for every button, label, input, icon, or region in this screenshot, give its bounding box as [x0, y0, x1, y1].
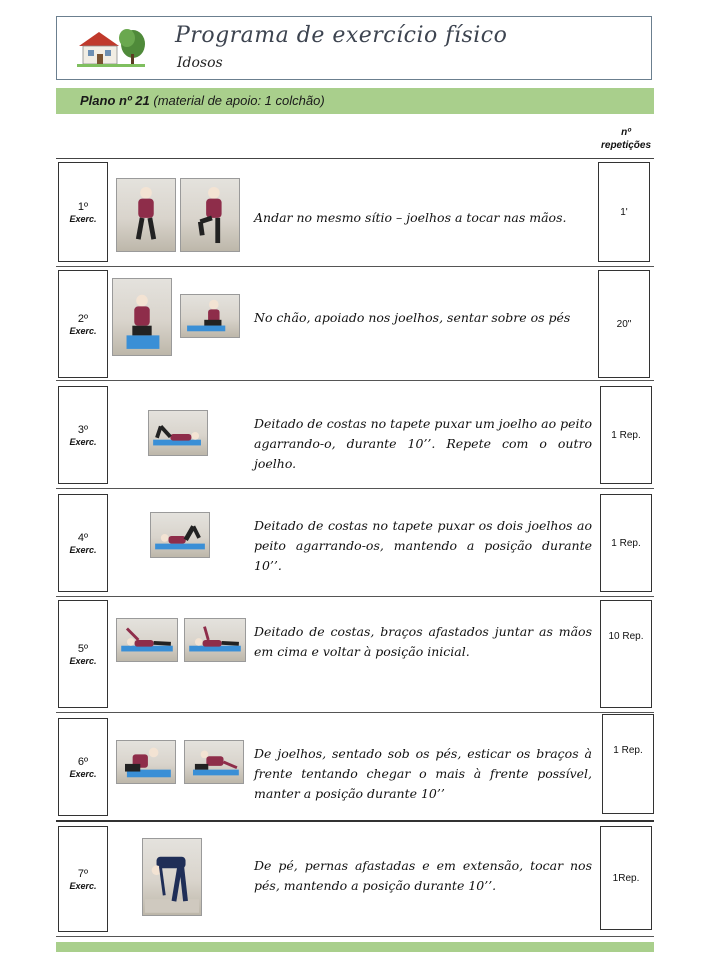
- exercise-number-box: [58, 600, 108, 708]
- reps-header-line2: repetições: [600, 140, 652, 151]
- row-divider: [56, 820, 654, 822]
- exercise-reps: 1': [598, 162, 650, 262]
- person-kneel-stretch-photo: [116, 740, 176, 784]
- person-lying-knees-photo: [150, 512, 210, 558]
- document-subtitle: Idosos: [177, 55, 223, 71]
- exercise-number-box: [58, 162, 108, 262]
- document-title: Programa de exercício físico: [175, 23, 508, 48]
- exercise-number: 6º: [77, 755, 89, 768]
- house-logo-icon: [75, 24, 147, 72]
- exercise-description: Deitado de costas, braços afastados juntar as mãos em cima e voltar à posição inicial.: [254, 624, 592, 659]
- table-top-rule: [56, 158, 654, 159]
- exercise-description: De pé, pernas afastadas e em extensão, tocar nos pés, mantendo a posição durante 10’’.: [254, 858, 592, 893]
- exercise-number: 7º: [77, 867, 89, 880]
- exercise-label: Exerc.: [69, 768, 97, 779]
- exercise-label: Exerc.: [69, 325, 97, 336]
- row-divider: [56, 266, 654, 267]
- exercise-number: 1º: [77, 200, 89, 213]
- exercise-reps: 20": [598, 270, 650, 378]
- exercise-description: Deitado de costas no tapete puxar um joelho ao peito agarrando-o, durante 10’’. Repete com o outro joelho.: [254, 416, 593, 471]
- exercise-number-box: [58, 386, 108, 484]
- exercise-number: 5º: [77, 642, 89, 655]
- exercise-label: Exerc.: [69, 544, 97, 555]
- header-box: [56, 16, 652, 80]
- person-sitting-heels-photo: [180, 294, 240, 338]
- person-lying-arms-up-photo: [184, 618, 246, 662]
- person-bending-photo: [142, 838, 202, 916]
- exercise-number: 4º: [77, 531, 89, 544]
- row-divider: [56, 712, 654, 713]
- exercise-number: 2º: [77, 312, 89, 325]
- exercise-description: Deitado de costas no tapete puxar os dois joelhos ao peito agarrando-os, mantendo a posição durante 10’’.: [254, 518, 592, 573]
- exercise-reps: 10 Rep.: [600, 600, 652, 708]
- person-marching-photo: [116, 178, 176, 252]
- exercise-description: No chão, apoiado nos joelhos, sentar sobre os pés: [254, 310, 571, 325]
- person-knee-raise-photo: [180, 178, 240, 252]
- reps-header-line1: nº: [621, 127, 631, 138]
- exercise-reps: 1 Rep.: [602, 714, 654, 814]
- exercise-label: Exerc.: [69, 655, 97, 666]
- row-divider: [56, 936, 654, 937]
- exercise-label: Exerc.: [69, 213, 97, 224]
- exercise-reps: 1Rep.: [600, 826, 652, 930]
- person-lying-knee-photo: [148, 410, 208, 456]
- row-divider: [56, 488, 654, 489]
- exercise-description: Andar no mesmo sítio – joelhos a tocar nas mãos.: [254, 210, 567, 225]
- plan-bar: [56, 88, 654, 114]
- exercise-number-box: [58, 718, 108, 816]
- exercise-description: De joelhos, sentado sob os pés, esticar os braços à frente tentando chegar o mais à frente possível, manter a posição durante 10’’: [254, 746, 592, 801]
- exercise-label: Exerc.: [69, 436, 97, 447]
- exercise-reps: 1 Rep.: [600, 494, 652, 592]
- plan-material: (material de apoio: 1 colchão): [149, 93, 325, 108]
- plan-label: [80, 93, 325, 108]
- person-kneeling-photo: [112, 278, 172, 356]
- plan-number: Plano nº 21: [80, 93, 150, 108]
- exercise-label: Exerc.: [69, 880, 97, 891]
- row-divider: [56, 380, 654, 381]
- exercise-number: 3º: [77, 423, 89, 436]
- row-divider: [56, 596, 654, 597]
- exercise-reps: 1 Rep.: [600, 386, 652, 484]
- person-lying-arms-apart-photo: [116, 618, 178, 662]
- exercise-number-box: [58, 270, 108, 378]
- exercise-number-box: [58, 494, 108, 592]
- exercise-number-box: [58, 826, 108, 932]
- repetitions-column-header: [596, 126, 656, 152]
- person-stretching-forward-photo: [184, 740, 244, 784]
- footer-bar: [56, 942, 654, 952]
